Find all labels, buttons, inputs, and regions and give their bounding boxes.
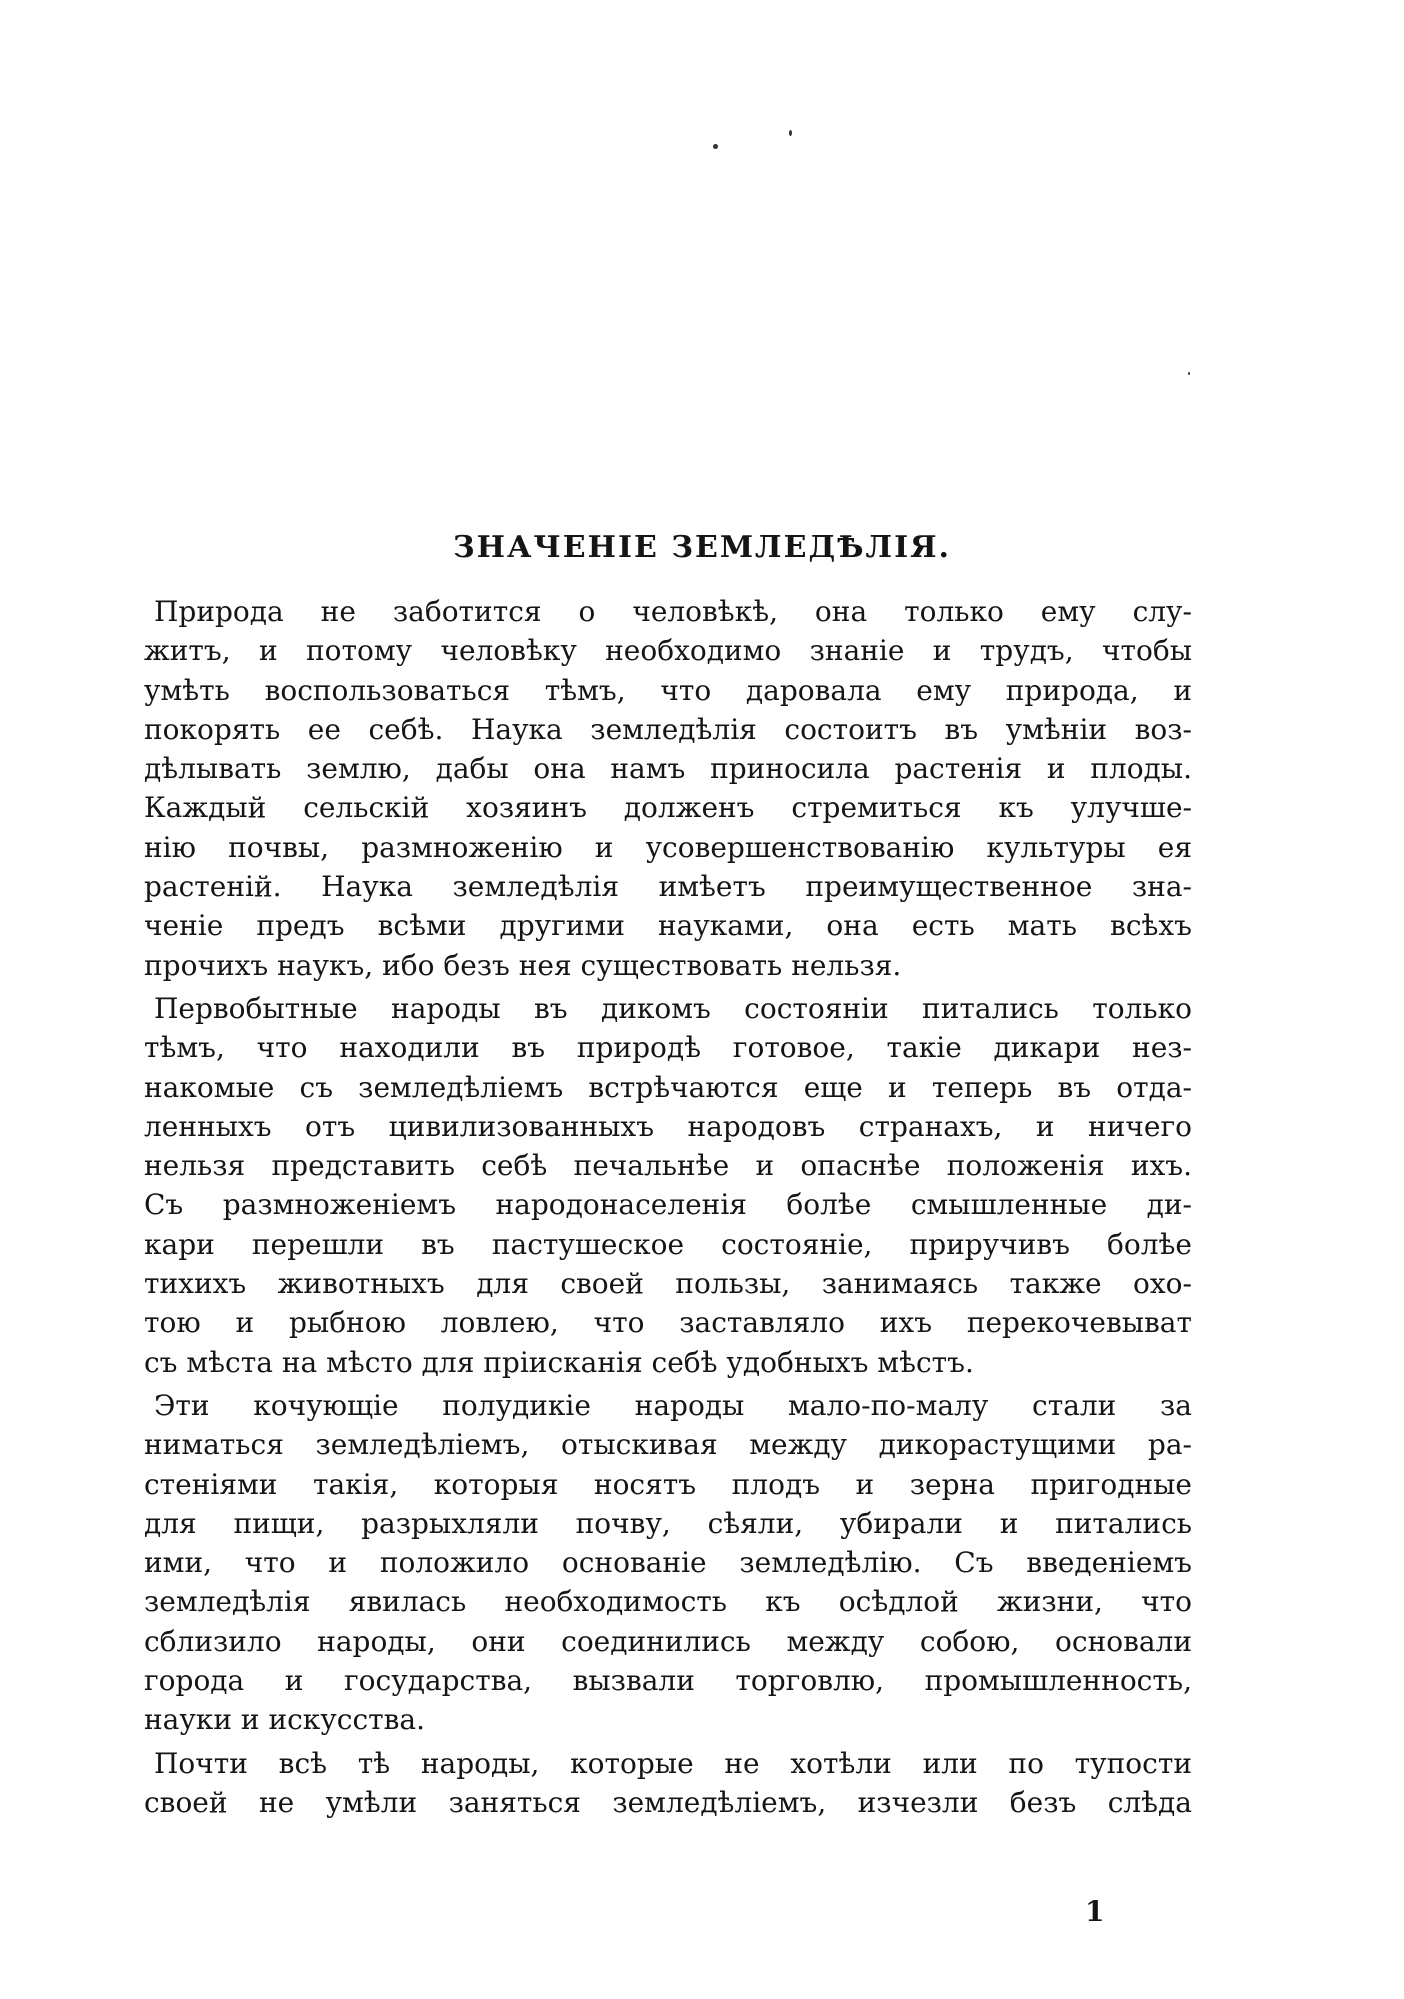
paragraph <box>144 989 1192 1382</box>
text-line: ими, что и положило основаніе земледѣлію. Съ введеніемъ <box>144 1546 1192 1580</box>
text-line: ленныхъ отъ цивилизованныхъ народовъ странахъ, и ничего <box>144 1109 1192 1143</box>
text-line: тою и рыбною ловлею, что заставляло ихъ перекочевыват <box>144 1306 1192 1340</box>
text-line: дѣлывать землю, дабы она намъ приносила растенія и плоды. <box>144 752 1192 786</box>
chapter-title: ЗНАЧЕНІЕ ЗЕМЛЕДѢЛІЯ. <box>452 530 951 565</box>
text-line: стеніями такія, которыя носятъ плодъ и зерна пригодные <box>144 1467 1192 1501</box>
text-line: житъ, и потому человѣку необходимо знаніе и трудъ, чтобы <box>144 634 1192 668</box>
text-line: покорять ее себѣ. Наука земледѣлія состоитъ въ умѣніи воз- <box>144 712 1192 746</box>
text-line: Почти всѣ тѣ народы, которые не хотѣли или по тупости <box>154 1746 1192 1780</box>
text-line: Съ размноженіемъ народонаселенія болѣе смышленные ди- <box>144 1188 1192 1222</box>
text-line: ченіе предъ всѣми другими науками, она есть мать всѣхъ <box>144 909 1192 943</box>
body-text <box>144 592 1192 1826</box>
paragraph <box>144 592 1192 985</box>
text-line: растеній. Наука земледѣлія имѣетъ преимущественное зна- <box>144 870 1192 904</box>
paragraph <box>144 1386 1192 1740</box>
text-line: нельзя представить себѣ печальнѣе и опаснѣе положенія ихъ. <box>144 1149 1192 1183</box>
text-line: сблизило народы, они соединились между собою, основали <box>144 1624 1192 1658</box>
text-line: нію почвы, размноженію и усовершенствованію культуры ея <box>144 830 1192 864</box>
text-line: тихихъ животныхъ для своей пользы, занимаясь также охо- <box>144 1267 1192 1301</box>
text-line: для пищи, разрыхляли почву, сѣяли, убирали и питались <box>144 1506 1192 1540</box>
text-line: кари перешли въ пастушеское состояніе, приручивъ болѣе <box>144 1227 1192 1261</box>
scan-speck <box>1188 372 1190 375</box>
text-line: Природа не заботится о человѣкѣ, она только ему слу- <box>154 595 1192 628</box>
paragraph <box>144 1744 1192 1823</box>
text-line: города и государства, вызвали торговлю, промышленность, <box>144 1664 1192 1698</box>
text-line: накомые съ земледѣліемъ встрѣчаются еще и теперь въ отда- <box>144 1070 1192 1104</box>
text-line: земледѣлія явилась необходимость къ осѣдлой жизни, что <box>144 1585 1192 1619</box>
text-line: тѣмъ, что находили въ природѣ готовое, такіе дикари нез- <box>144 1031 1192 1065</box>
scan-speck <box>789 130 792 136</box>
text-line: прочихъ наукъ, ибо безъ нея существовать нельзя. <box>144 948 902 982</box>
text-line: ниматься земледѣліемъ, отыскивая между дикорастущими ра- <box>144 1428 1192 1462</box>
text-line: Первобытные народы въ дикомъ состояніи питались только <box>154 991 1192 1025</box>
text-line: своей не умѣли заняться земледѣліемъ, изчезли безъ слѣда <box>144 1785 1192 1819</box>
text-line: Каждый сельскій хозяинъ долженъ стремиться къ улучше- <box>144 791 1192 825</box>
page-number: 1 <box>1085 1895 1105 1928</box>
text-line: умѣть воспользоваться тѣмъ, что даровала ему природа, и <box>144 673 1192 707</box>
scan-speck <box>713 144 718 149</box>
text-line: съ мѣста на мѣсто для пріисканія себѣ удобныхъ мѣстъ. <box>144 1345 974 1379</box>
text-line: Эти кочующіе полудикіе народы мало-по-малу стали за <box>154 1388 1192 1422</box>
text-line: науки и искусства. <box>144 1703 425 1737</box>
